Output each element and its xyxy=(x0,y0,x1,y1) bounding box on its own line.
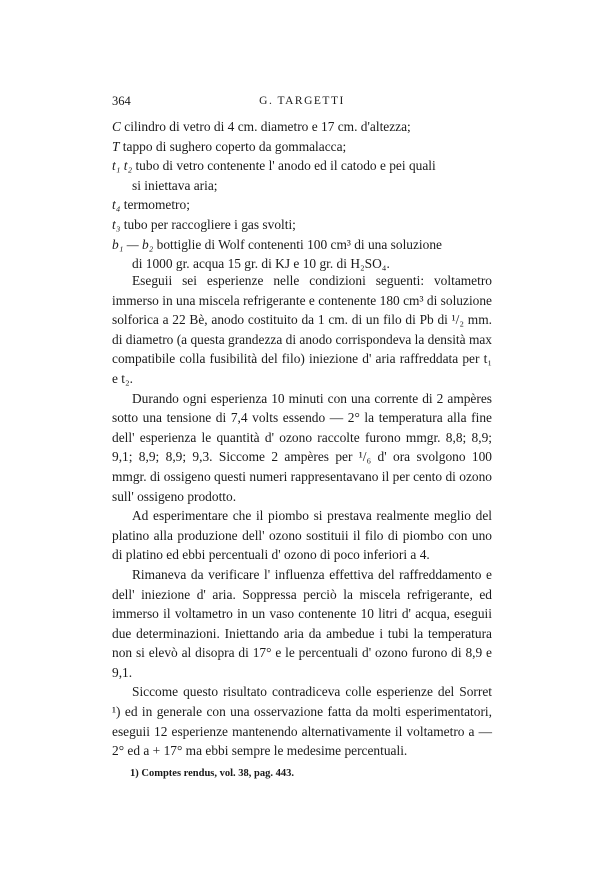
legend-text: si iniettava aria; xyxy=(132,177,218,193)
legend-symbol: b₁ — b₂ xyxy=(112,236,154,252)
body-text xyxy=(112,271,492,761)
paragraph: Eseguii sei esperienze nelle condizioni seguenti: voltametro immerso in una miscela refrigerante e contenente 180 cm³ di soluzione solforica a 22 Bè, anodo costituito da 1 cm. di un filo di Pb di ¹/₂ mm. di diametro (a questa grandezza di anodo corrispondeva la densità max compatibile colla fusibilità del filo) iniezione d' aria raffreddata per t₁ e t₂. xyxy=(112,273,492,386)
legend-symbol: T xyxy=(112,138,120,154)
paragraph: Rimaneva da verificare l' influenza effettiva del raffreddamento e dell' iniezione d' aria. Soppressa perciò la miscela refrigerante, ed immerso il voltametro in un vaso contenente 10 litri d' acqua, eseguii due determinazioni. Iniettando aria da ambedue i tubi la temperatura non si elevò al disopra di 17° e le percentuali d' ozono furono di 8,9 e 9,1. xyxy=(112,566,492,680)
legend-line xyxy=(112,137,492,157)
paragraph: Durando ogni esperienza 10 minuti con una corrente di 2 ampères sotto una tensione di 7,4 volts essendo — 2° la temperatura alla fine dell' esperienza le quantità d' ozono raccolte furono mmgr. 8,8; 8,9; 9,1; 8,9; 8,9; 9,3. Siccome 2 ampères per ¹/₆ d' ora svolgono 100 mmgr. di ossigeno questi numeri rappresentavano il per cento di ozono sull' ossigeno prodotto. xyxy=(112,390,492,504)
footnote: 1) Comptes rendus, vol. 38, pag. 443. xyxy=(130,768,295,779)
legend-symbol: t₃ xyxy=(112,216,121,232)
legend-text: di 1000 gr. acqua 15 gr. di KJ e 10 gr. di H₂SO₄. xyxy=(132,256,390,272)
legend-line xyxy=(112,215,492,235)
legend-text: termometro; xyxy=(120,197,190,213)
legend-symbol: t₁ t₂ xyxy=(112,158,133,174)
legend-text: bottiglie di Wolf contenenti 100 cm³ di una soluzione xyxy=(153,236,442,252)
running-title: G. TARGETTI xyxy=(259,95,345,107)
page-header xyxy=(112,94,492,112)
apparatus-legend xyxy=(112,117,492,274)
legend-text: tappo di sughero coperto da gommalacca; xyxy=(119,138,347,154)
paragraph: Ad esperimentare che il piombo si prestava realmente meglio del platino alla produzione dell' ozono sostituii il filo di piombo con uno di platino ed ebbi percentuali d' ozono di poco inferiori a 4. xyxy=(112,508,492,563)
legend-text: tubo per raccogliere i gas svolti; xyxy=(120,216,296,232)
legend-line xyxy=(112,176,492,196)
legend-line xyxy=(112,195,492,215)
legend-line xyxy=(112,117,492,137)
legend-line xyxy=(112,156,492,176)
legend-text: tubo di vetro contenente l' anodo ed il catodo e pei quali xyxy=(132,158,436,174)
legend-symbol: C xyxy=(112,119,121,134)
legend-line xyxy=(112,235,492,255)
legend-symbol: t₄ xyxy=(112,197,121,213)
page-number: 364 xyxy=(112,94,131,108)
legend-text: cilindro di vetro di 4 cm. diametro e 17 cm. d'altezza; xyxy=(120,119,411,134)
paragraph: Siccome questo risultato contradiceva colle esperienze del Sorret ¹) ed in generale con una osservazione fatta da molti esperimentatori, eseguii 12 esperienze mantenendo alternativamente il voltametro a — 2° ed a + 17° ma ebbi sempre le medesime percentuali. xyxy=(112,684,492,759)
